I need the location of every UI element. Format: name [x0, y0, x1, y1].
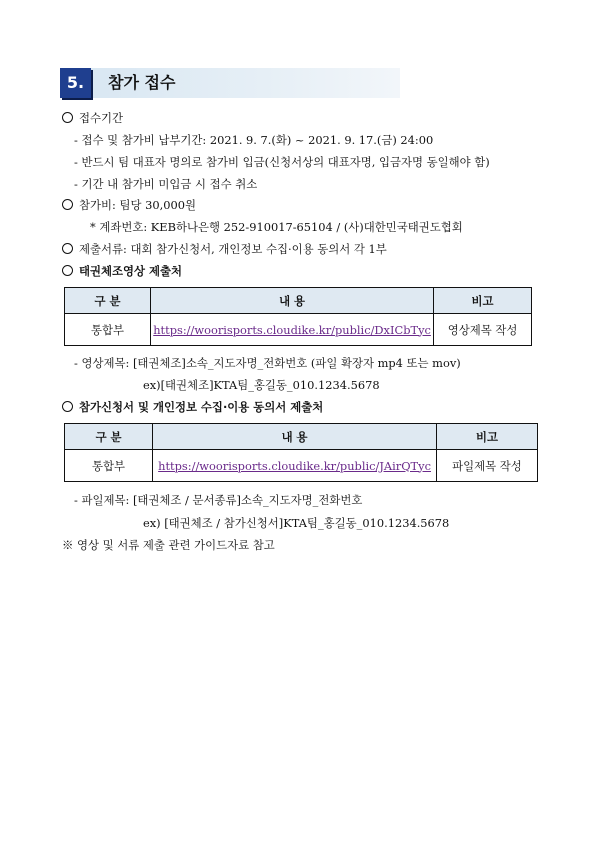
application-submission-link[interactable]: https://woorisports.cloudike.kr/public/JAirQTyc: [158, 458, 431, 473]
section-title: 참가 접수: [108, 73, 176, 92]
file-title-example: ex) [태권체조 / 참가신청서]KTA팀_홍길동_010.1234.5678: [143, 516, 450, 530]
account-line: * 계좌번호: KEB하나은행 252-910017-65104 / (사)대한민국태권도협회: [90, 220, 463, 234]
documents-line: 제출서류: 대회 참가신청서, 개인정보 수집·이용 동의서 각 1부: [62, 241, 387, 257]
link-cell: [151, 314, 434, 346]
period-item: - 반드시 팀 대표자 명의로 참가비 입금(신청서상의 대표자명, 입금자명 동일해야 함): [74, 155, 490, 169]
division-cell: 통합부: [65, 450, 153, 482]
file-title-rule: - 파일제목: [태권체조 / 문서종류]소속_지도자명_전화번호: [74, 493, 363, 507]
circle-bullet-icon: [62, 265, 73, 276]
table-header-division: 구 분: [65, 424, 153, 450]
link-cell: [153, 450, 437, 482]
table-row: [65, 314, 532, 346]
table-header-note: 비고: [437, 424, 538, 450]
period-item: - 기간 내 참가비 미입금 시 접수 취소: [74, 177, 258, 191]
period-item: - 접수 및 참가비 납부기간: 2021. 9. 7.(화) ~ 2021. 9. 17.(금) 24:00: [74, 133, 434, 147]
table-header-row: [65, 424, 538, 450]
table-header-content: 내 용: [153, 424, 437, 450]
section-header: [60, 68, 400, 98]
video-table: [64, 287, 532, 346]
circle-bullet-icon: [62, 243, 73, 254]
circle-bullet-icon: [62, 199, 73, 210]
video-heading: 태권체조영상 제출처: [62, 263, 182, 279]
application-heading: 참가신청서 및 개인정보 수집·이용 동의서 제출처: [62, 399, 323, 415]
fee-line: 참가비: 팀당 30,000원: [62, 197, 196, 213]
note-cell: 파일제목 작성: [437, 450, 538, 482]
circle-bullet-icon: [62, 112, 73, 123]
video-title-example: ex)[태권체조]KTA팀_홍길동_010.1234.5678: [143, 378, 380, 392]
table-row: [65, 450, 538, 482]
table-header-content: 내 용: [151, 288, 434, 314]
period-heading: 접수기간: [62, 110, 123, 126]
guide-note: ※ 영상 및 서류 제출 관련 가이드자료 참고: [62, 538, 275, 552]
application-table: [64, 423, 538, 482]
table-header-row: [65, 288, 532, 314]
table-header-division: 구 분: [65, 288, 151, 314]
video-title-rule: - 영상제목: [태권체조]소속_지도자명_전화번호 (파일 확장자 mp4 또는 mov): [74, 356, 461, 370]
video-submission-link[interactable]: https://woorisports.cloudike.kr/public/DxICbTyc: [153, 322, 431, 337]
circle-bullet-icon: [62, 401, 73, 412]
division-cell: 통합부: [65, 314, 151, 346]
table-header-note: 비고: [434, 288, 532, 314]
section-number: 5.: [60, 68, 91, 98]
note-cell: 영상제목 작성: [434, 314, 532, 346]
